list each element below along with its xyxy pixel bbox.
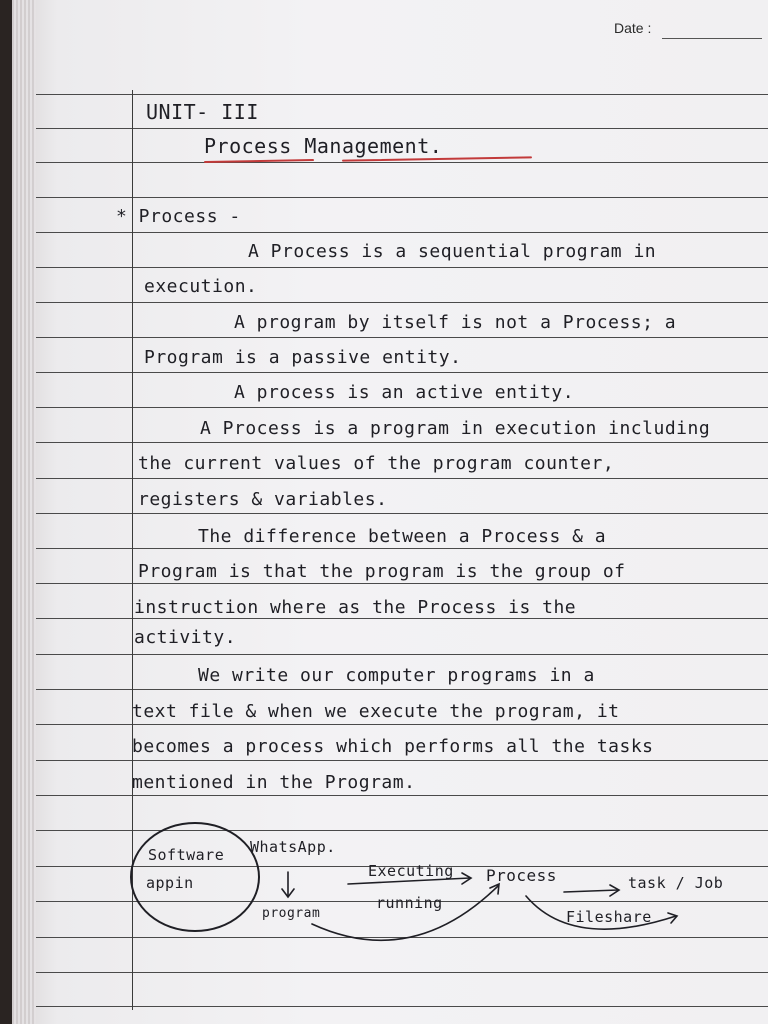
arrow-curve-fileshare [526, 896, 676, 929]
note-line: Program is that the program is the group of [138, 561, 626, 582]
diagram-whatsapp: WhatsApp. [250, 838, 336, 856]
page-title: Process Management. [204, 134, 443, 158]
notebook-page [12, 0, 768, 1024]
diagram-arrows [12, 0, 768, 1024]
note-line: becomes a process which performs all the tasks [132, 736, 654, 757]
arrow-to-task [564, 890, 618, 892]
note-line: activity. [134, 627, 237, 648]
diagram-appin: appin [146, 874, 194, 892]
diagram-task: task / Job [628, 874, 724, 892]
note-line: text file & when we execute the program, it [132, 701, 620, 722]
note-line: mentioned in the Program. [132, 772, 416, 793]
note-line: The difference between a Process & a [198, 526, 607, 547]
note-line: A Process is a sequential program in [248, 241, 657, 262]
note-line: A process is an active entity. [234, 382, 575, 403]
unit-heading: UNIT- III [146, 100, 259, 124]
note-line: A program by itself is not a Process; a [234, 312, 677, 333]
diagram-program: program [262, 906, 321, 921]
note-line: registers & variables. [138, 489, 388, 510]
diagram-process: Process [486, 866, 557, 885]
arrow-curve-to-process [312, 886, 498, 940]
note-line: instruction where as the Process is the [134, 597, 577, 618]
diagram-software: Software [148, 846, 225, 864]
note-line: A Process is a program in execution including [200, 418, 711, 439]
arrow-executing [348, 878, 470, 884]
diagram-fileshare: Fileshare [566, 908, 652, 926]
date-label: Date : [614, 20, 652, 36]
section-heading: * Process - [116, 206, 241, 227]
note-line: Program is a passive entity. [144, 347, 462, 368]
note-line: the current values of the program counter, [138, 453, 615, 474]
diagram-running: running [376, 894, 443, 912]
diagram-executing: Executing [368, 862, 454, 880]
note-line: execution. [144, 276, 258, 297]
note-line: We write our computer programs in a [198, 665, 595, 686]
